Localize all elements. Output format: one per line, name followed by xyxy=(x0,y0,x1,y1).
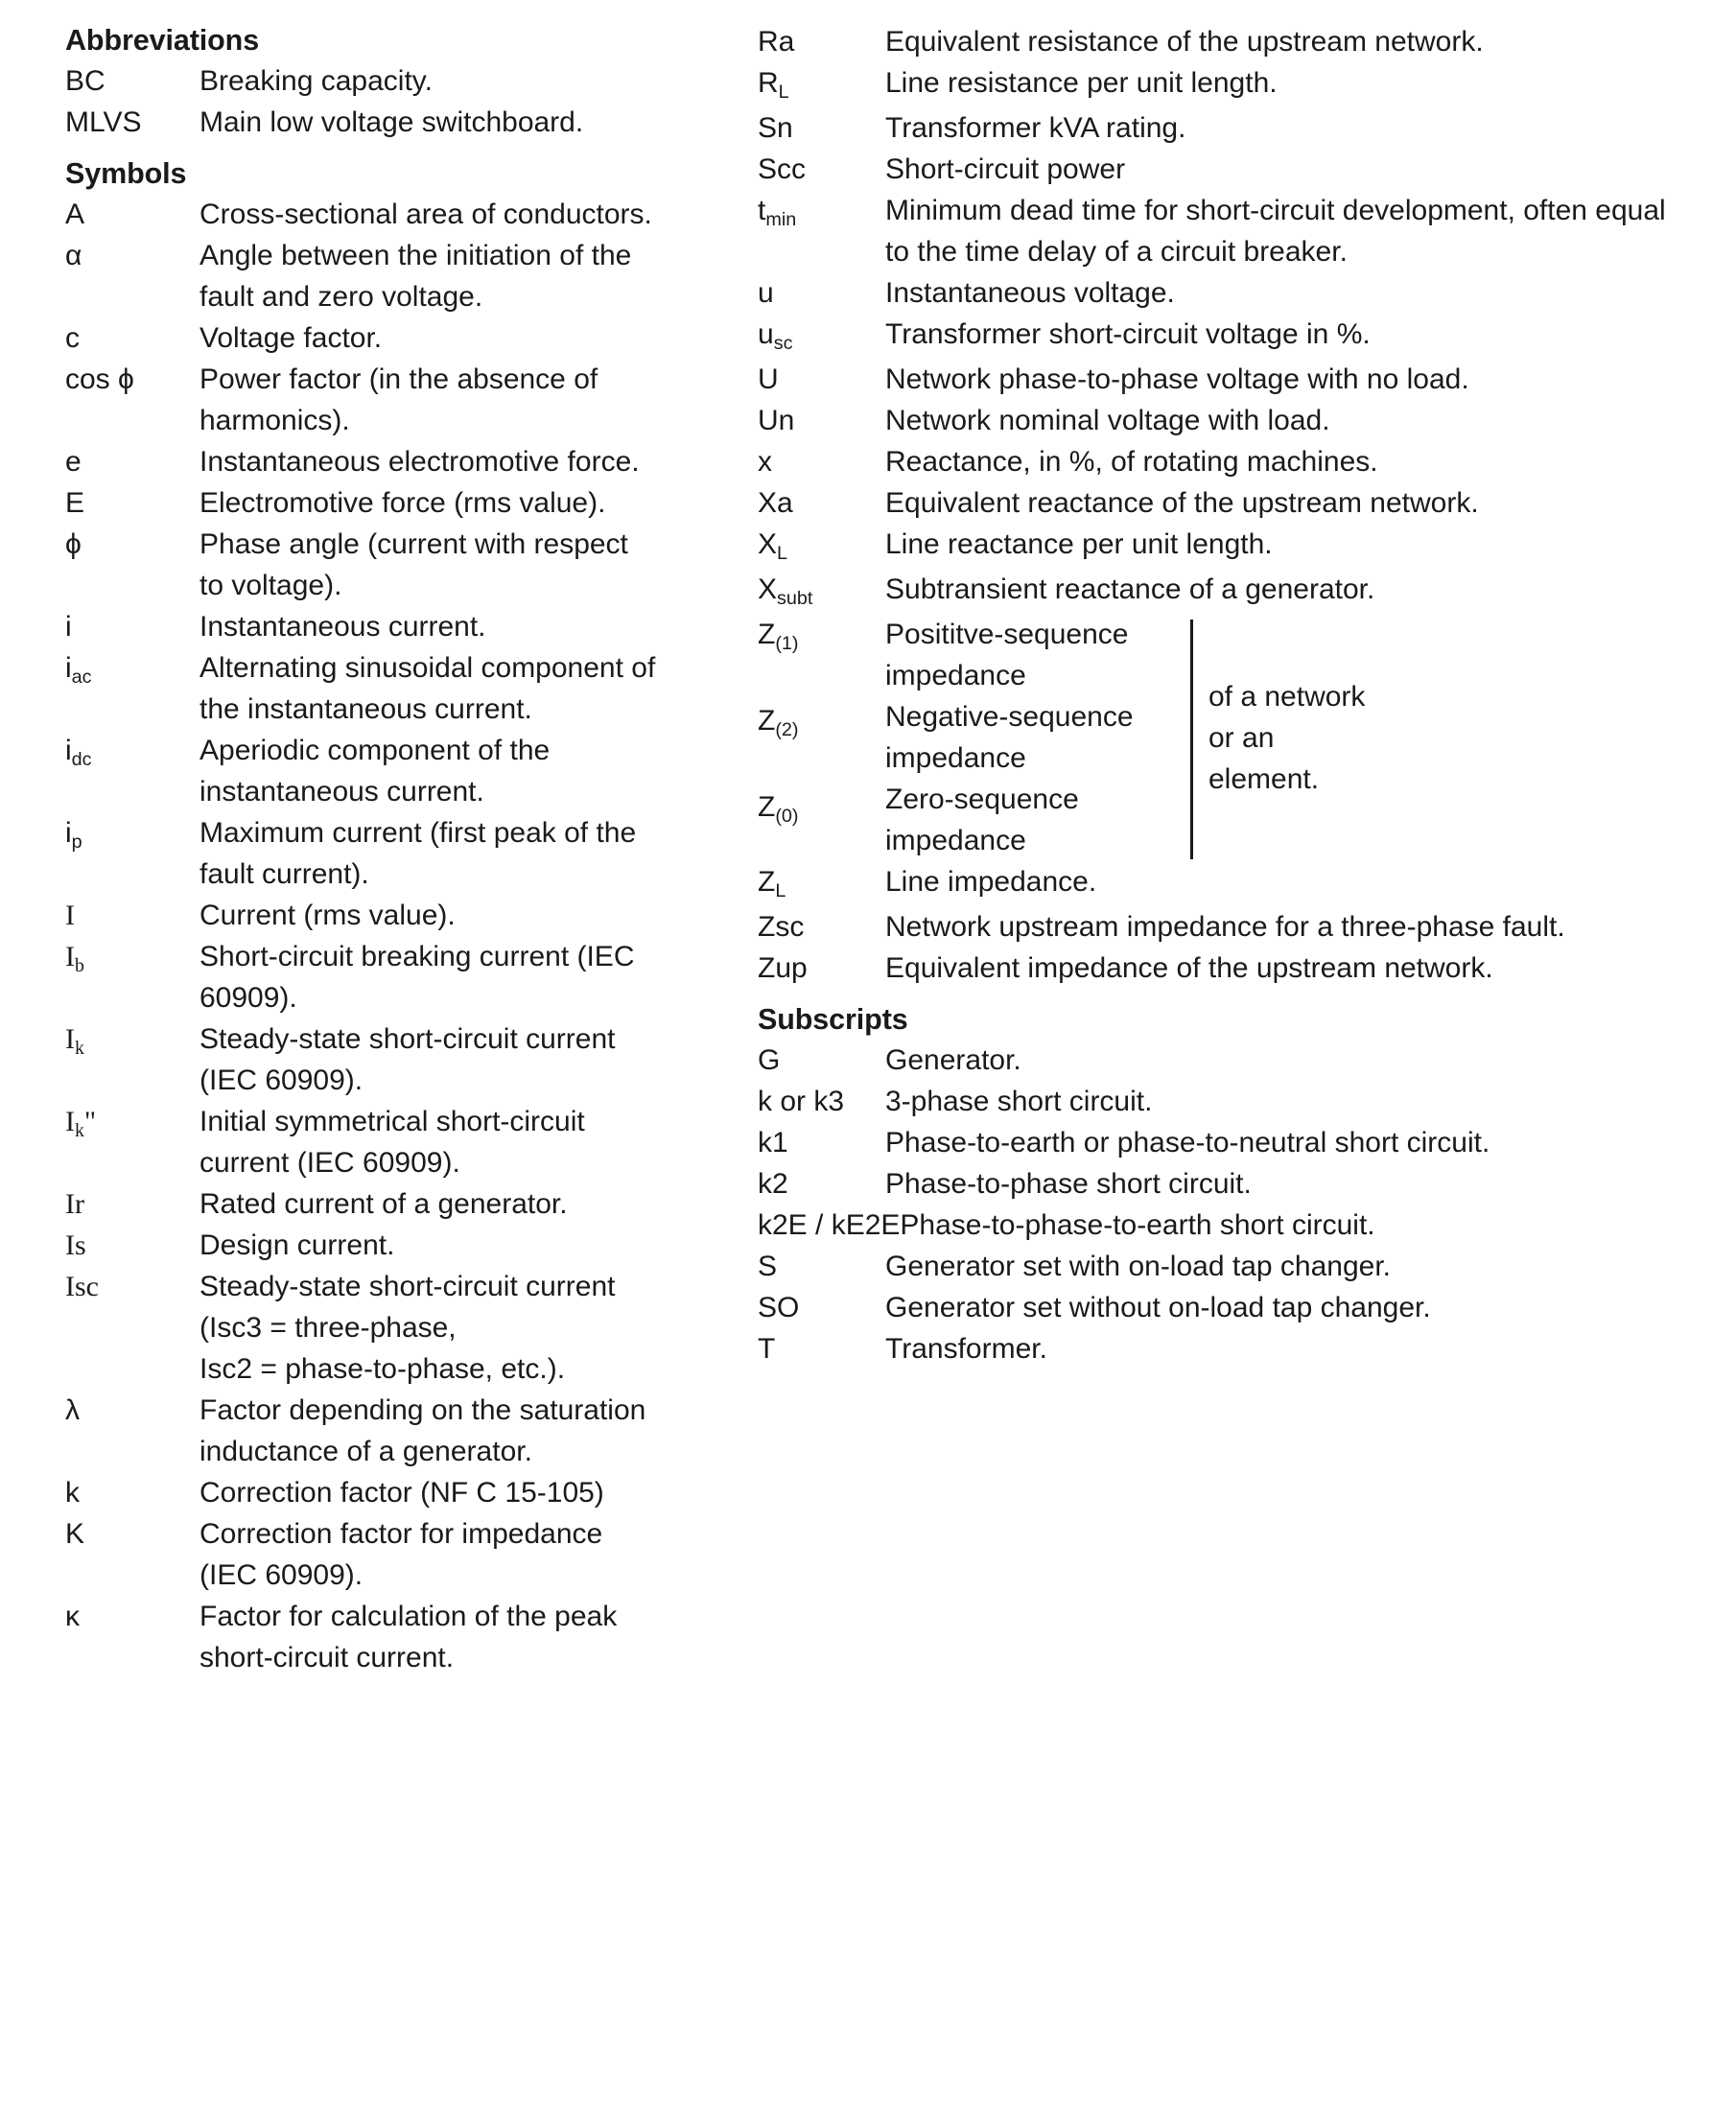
symbol-name: A xyxy=(65,199,85,230)
symbol-description-line: Posititve-sequence xyxy=(885,619,1129,650)
symbol-row xyxy=(65,317,660,359)
symbol-name xyxy=(65,730,199,775)
symbol-name xyxy=(758,524,885,569)
symbol-description xyxy=(199,1266,660,1390)
note-line: of a network xyxy=(1208,680,1366,713)
symbol-name xyxy=(758,786,885,831)
sequence-impedance-descriptions xyxy=(885,614,1190,861)
subscript-symbol: k2 xyxy=(758,1168,788,1200)
symbol-description: Electromotive force (rms value). xyxy=(199,487,606,519)
symbol-row xyxy=(65,359,660,441)
symbol-base: I xyxy=(65,1023,75,1055)
symbol-name: E xyxy=(65,487,85,519)
symbol-description-line: Isc2 = phase-to-phase, etc.). xyxy=(199,1353,566,1385)
note-line: or an xyxy=(1208,721,1275,754)
subscript-symbol: S xyxy=(758,1251,778,1282)
symbol-row xyxy=(758,441,1698,482)
symbol-row xyxy=(758,524,1698,569)
symbol-name: u xyxy=(758,277,774,309)
symbol-row xyxy=(758,948,1698,989)
symbol-description: Power factor (in the absence of harmonics). xyxy=(199,363,598,436)
spacer xyxy=(758,659,885,700)
symbol-name: λ xyxy=(65,1394,80,1426)
symbol-row xyxy=(758,21,1698,62)
symbol-description: Transformer short-circuit voltage in %. xyxy=(885,318,1371,350)
symbol-description-line: Negative-sequence xyxy=(885,701,1134,733)
symbol-base: Z xyxy=(758,791,776,823)
symbol-description: Minimum dead time for short-circuit development, often equal to the time delay of a circuit breaker. xyxy=(885,195,1666,268)
symbol-prime: " xyxy=(83,1106,97,1137)
symbol-description: Short-circuit power xyxy=(885,153,1126,185)
subscript-symbol: T xyxy=(758,1333,776,1365)
symbol-description: Equivalent reactance of the upstream network. xyxy=(885,487,1479,519)
symbol-description: Initial symmetrical short-circuit current (IEC 60909). xyxy=(199,1106,585,1179)
symbol-name: κ xyxy=(65,1601,80,1632)
symbol-row xyxy=(758,62,1698,107)
symbol-row xyxy=(65,524,660,606)
symbol-description: Aperiodic component of the instantaneous current. xyxy=(199,735,551,807)
subscript-description: Phase-to-phase-to-earth short circuit. xyxy=(900,1209,1375,1241)
symbol-name xyxy=(758,700,885,745)
symbol-description: Equivalent resistance of the upstream network. xyxy=(885,26,1484,58)
right-column xyxy=(758,21,1698,1678)
symbol-subscript: min xyxy=(765,208,797,230)
abbreviation-row xyxy=(65,60,660,102)
symbol-row xyxy=(65,194,660,235)
symbol-row xyxy=(65,606,660,647)
subscript-row xyxy=(758,1205,1698,1246)
subscript-description: Generator set with on-load tap changer. xyxy=(885,1251,1391,1282)
note-line: element. xyxy=(1208,762,1320,795)
symbol-description: Current (rms value). xyxy=(199,900,456,931)
symbol-row xyxy=(65,1472,660,1513)
symbol-name xyxy=(65,1101,199,1146)
symbol-row xyxy=(65,1225,660,1266)
symbol-name: Un xyxy=(758,405,795,436)
subscript-description: Phase-to-earth or phase-to-neutral short circuit. xyxy=(885,1127,1490,1158)
symbol-description-line: (Isc3 = three-phase, xyxy=(199,1312,457,1344)
symbol-description: Transformer kVA rating. xyxy=(885,112,1186,144)
symbol-description: Equivalent impedance of the upstream network. xyxy=(885,952,1493,984)
symbol-name: x xyxy=(758,446,772,478)
symbol-description: Short-circuit breaking current (IEC 60909). xyxy=(199,941,635,1014)
symbol-name: e xyxy=(65,446,82,478)
symbol-row xyxy=(65,1018,660,1101)
symbol-description: Correction factor (NF C 15-105) xyxy=(199,1477,604,1509)
symbol-base: Z xyxy=(758,705,776,737)
symbol-row xyxy=(65,1183,660,1225)
symbol-description-line: Zero-sequence impedance xyxy=(885,784,1079,856)
symbol-description: Factor depending on the saturation inductance of a generator. xyxy=(199,1394,646,1467)
symbol-base: i xyxy=(65,817,72,849)
sequence-impedance-group xyxy=(758,614,1698,861)
abbreviation-symbol: BC xyxy=(65,65,106,97)
symbol-description: Network phase-to-phase voltage with no load. xyxy=(885,363,1469,395)
symbol-description: Steady-state short-circuit current (IEC 60909). xyxy=(199,1023,616,1096)
symbol-description: Phase angle (current with respect to voltage). xyxy=(199,528,628,601)
symbol-subscript: L xyxy=(777,542,788,564)
symbol-description: Instantaneous electromotive force. xyxy=(199,446,640,478)
subscript-description: Transformer. xyxy=(885,1333,1047,1365)
heading-symbols: Symbols xyxy=(65,157,187,190)
symbol-name: Sn xyxy=(758,112,793,144)
symbol-description: Instantaneous voltage. xyxy=(885,277,1175,309)
symbol-name: Zup xyxy=(758,952,808,984)
symbol-base: I xyxy=(65,941,75,972)
symbol-description: Cross-sectional area of conductors. xyxy=(199,199,652,230)
subscript-description: 3-phase short circuit. xyxy=(885,1086,1153,1117)
symbol-description: Line reactance per unit length. xyxy=(885,528,1273,560)
symbol-description: Correction factor for impedance (IEC 60909). xyxy=(199,1518,603,1591)
spacer xyxy=(758,745,885,786)
symbol-base: u xyxy=(758,318,774,350)
subscript-description: Phase-to-phase short circuit. xyxy=(885,1168,1252,1200)
symbol-row xyxy=(65,482,660,524)
symbol-name xyxy=(758,861,885,906)
symbol-row xyxy=(65,1266,660,1390)
symbol-name xyxy=(758,314,885,359)
symbol-row xyxy=(65,441,660,482)
symbol-row xyxy=(758,861,1698,906)
symbol-name xyxy=(758,614,885,659)
symbol-description: Subtransient reactance of a generator. xyxy=(885,573,1375,605)
symbol-description: Factor for calculation of the peak short-circuit current. xyxy=(199,1601,618,1673)
symbol-row xyxy=(758,400,1698,441)
symbol-subscript: sc xyxy=(773,332,793,354)
subscript-row xyxy=(758,1287,1698,1328)
symbol-row xyxy=(65,1101,660,1183)
symbol-row xyxy=(758,314,1698,359)
symbol-row xyxy=(758,482,1698,524)
symbol-name: k xyxy=(65,1477,80,1509)
symbol-name: Isc xyxy=(65,1271,99,1302)
symbol-name: Scc xyxy=(758,153,807,185)
sequence-impedance-symbols xyxy=(758,614,885,861)
subscript-row xyxy=(758,1081,1698,1122)
symbol-name xyxy=(65,812,199,857)
symbol-row xyxy=(65,235,660,317)
subscript-symbol: G xyxy=(758,1044,781,1076)
symbol-base: Z xyxy=(758,866,776,898)
symbol-row xyxy=(65,895,660,936)
symbol-name: i xyxy=(65,611,72,643)
subscript-row xyxy=(758,1328,1698,1369)
symbol-name: I xyxy=(65,900,75,931)
symbol-row xyxy=(65,730,660,812)
subscript-symbol: k or k3 xyxy=(758,1086,845,1117)
symbol-description: Rated current of a generator. xyxy=(199,1188,568,1220)
symbol-description-line: impedance xyxy=(885,660,1026,691)
symbol-description: Voltage factor. xyxy=(199,322,383,354)
symbol-name: ϕ xyxy=(65,528,82,560)
symbol-description-line: impedance xyxy=(885,742,1026,774)
symbol-row xyxy=(65,936,660,1018)
symbol-subscript: b xyxy=(75,954,84,976)
symbol-name: Xa xyxy=(758,487,793,519)
subscript-symbol: k1 xyxy=(758,1127,788,1158)
symbol-subscript: L xyxy=(775,879,786,901)
symbol-name: U xyxy=(758,363,779,395)
symbol-row xyxy=(65,1596,660,1678)
symbol-name: cos ϕ xyxy=(65,363,134,395)
symbol-description: Line impedance. xyxy=(885,866,1097,898)
symbol-base: Z xyxy=(758,619,776,650)
symbol-name: c xyxy=(65,322,80,354)
subscript-description: Generator. xyxy=(885,1044,1021,1076)
symbol-description: Reactance, in %, of rotating machines. xyxy=(885,446,1378,478)
sequence-impedance-note xyxy=(1193,676,1365,800)
symbol-row xyxy=(65,1513,660,1596)
symbol-base: i xyxy=(65,652,72,684)
symbol-name xyxy=(758,62,885,107)
symbol-description: Instantaneous current. xyxy=(199,611,486,643)
symbol-row xyxy=(758,190,1698,272)
symbol-description: Angle between the initiation of the fault and zero voltage. xyxy=(199,240,632,313)
symbol-subscript: k xyxy=(75,1037,84,1059)
subscript-description: Generator set without on-load tap changer. xyxy=(885,1292,1431,1323)
abbreviation-description: Main low voltage switchboard. xyxy=(199,106,584,138)
symbol-name xyxy=(65,647,199,692)
symbol-row xyxy=(758,107,1698,149)
symbol-row xyxy=(758,906,1698,948)
symbol-subscript: k xyxy=(75,1119,84,1141)
symbol-name xyxy=(65,1018,199,1064)
symbol-row xyxy=(65,647,660,730)
symbol-subscript: ac xyxy=(71,666,92,688)
symbol-name xyxy=(758,569,885,614)
symbol-description: Alternating sinusoidal component of the instantaneous current. xyxy=(199,652,656,725)
heading-subscripts: Subscripts xyxy=(758,1003,908,1036)
symbol-name xyxy=(65,936,199,981)
abbreviation-row xyxy=(65,102,660,143)
symbol-description: Maximum current (first peak of the fault current). xyxy=(199,817,637,890)
symbol-subscript: (1) xyxy=(775,632,799,654)
symbol-description-line: Steady-state short-circuit current xyxy=(199,1271,616,1302)
symbol-description: Design current. xyxy=(199,1229,395,1261)
symbol-base: X xyxy=(758,528,778,560)
subscript-symbol: SO xyxy=(758,1292,800,1323)
symbol-row xyxy=(758,272,1698,314)
symbol-name: Is xyxy=(65,1229,86,1261)
symbol-base: t xyxy=(758,195,766,226)
subscript-row xyxy=(758,1122,1698,1163)
symbol-row xyxy=(758,569,1698,614)
symbol-name: K xyxy=(65,1518,85,1550)
symbol-base: I xyxy=(65,1106,75,1137)
heading-abbreviations: Abbreviations xyxy=(65,24,260,57)
symbol-row xyxy=(65,812,660,895)
symbol-name: Zsc xyxy=(758,911,805,943)
symbol-subscript: subt xyxy=(777,587,813,609)
symbol-description: Network upstream impedance for a three-phase fault. xyxy=(885,911,1565,943)
abbreviation-description: Breaking capacity. xyxy=(199,65,433,97)
symbol-base: R xyxy=(758,67,779,99)
symbol-base: i xyxy=(65,735,72,766)
symbol-row xyxy=(758,149,1698,190)
symbol-base: X xyxy=(758,573,778,605)
symbol-subscript: (2) xyxy=(775,718,799,740)
symbol-subscript: p xyxy=(71,831,82,853)
left-column xyxy=(65,21,660,1678)
abbreviation-symbol: MLVS xyxy=(65,106,142,138)
subscript-symbol: k2E / kE2E xyxy=(758,1209,901,1241)
subscript-row xyxy=(758,1040,1698,1081)
symbol-name: Ra xyxy=(758,26,795,58)
symbol-description: Line resistance per unit length. xyxy=(885,67,1278,99)
symbol-subscript: (0) xyxy=(775,805,799,827)
symbol-subscript: dc xyxy=(71,748,92,770)
symbol-description: Network nominal voltage with load. xyxy=(885,405,1330,436)
symbol-row xyxy=(758,359,1698,400)
subscript-row xyxy=(758,1163,1698,1205)
symbol-row xyxy=(65,1390,660,1472)
symbol-subscript: L xyxy=(778,81,789,103)
symbol-name: α xyxy=(65,240,82,271)
subscript-row xyxy=(758,1246,1698,1287)
symbol-name xyxy=(758,190,885,235)
symbol-name: Ir xyxy=(65,1188,84,1220)
